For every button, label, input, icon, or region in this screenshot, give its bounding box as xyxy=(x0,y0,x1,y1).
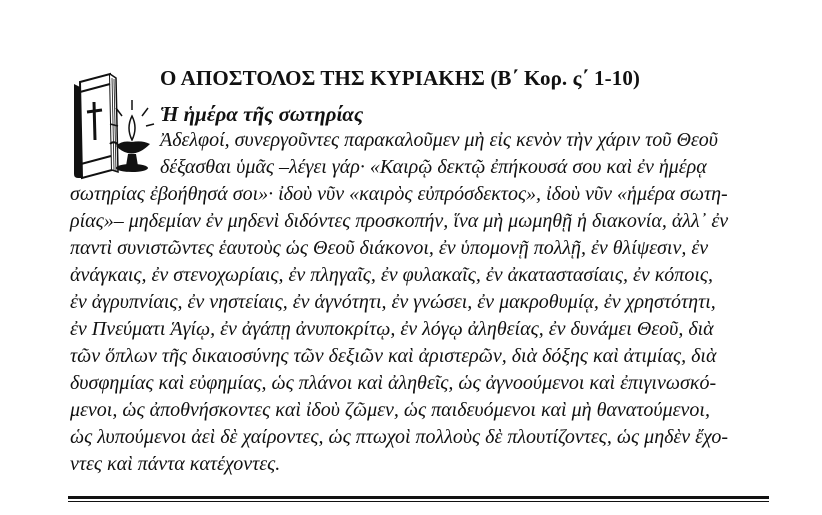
body-line: δέξασθαι ὑμᾶς –λέγει γάρ· «Καιρῷ δεκτῷ ἐπήκουσά σου καὶ ἐν ἡμέρᾳ xyxy=(160,156,707,178)
body-line: ρίας»– μηδεμίαν ἐν μηδενὶ διδόντες προσκοπήν, ἵνα μὴ μωμηθῇ ἡ διακονία, ἀλλ᾽ ἐν xyxy=(70,210,729,232)
body-line: ὡς λυπούμενοι ἀεὶ δὲ χαίροντες, ὡς πτωχοὶ πολλοὺς δὲ πλουτίζοντες, ὡς μηδὲν ἔχο- xyxy=(70,426,729,448)
bottom-rule-thick xyxy=(68,496,769,499)
bottom-rule-thin xyxy=(68,501,769,502)
reading-subheading: Ἡ ἡμέρα τῆς σωτηρίας xyxy=(160,102,364,126)
body-line: ἐν ἀγρυπνίαις, ἐν νηστείαις, ἐν ἁγνότητι, ἐν γνώσει, ἐν μακροθυμίᾳ, ἐν χρηστότητι, xyxy=(70,291,716,313)
body-line: ντες καὶ πάντα κατέχοντες. xyxy=(70,453,281,475)
body-line: Ἀδελφοί, συνεργοῦντες παρακαλοῦμεν μὴ εἰς κενὸν τὴν χάριν τοῦ Θεοῦ xyxy=(160,129,718,151)
body-line: τῶν ὅπλων τῆς δικαιοσύνης τῶν δεξιῶν καὶ ἀριστερῶν, διὰ δόξης καὶ ἀτιμίας, διὰ xyxy=(70,345,717,367)
body-line: ἀνάγκαις, ἐν στενοχωρίαις, ἐν πληγαῖς, ἐν φυλακαῖς, ἐν ἀκαταστασίαις, ἐν κόποις, xyxy=(70,264,713,286)
body-line: παντὶ συνιστῶντες ἑαυτοὺς ὡς Θεοῦ διάκονοι, ἐν ὑπομονῇ πολλῇ, ἐν θλίψεσιν, ἐν xyxy=(70,237,709,259)
reading-heading: Ο ΑΠΟΣΤΟΛΟΣ ΤΗΣ ΚΥΡΙΑΚΗΣ (Β΄ Κορ. ς΄ 1-10) xyxy=(160,66,641,90)
gospel-book-lamp-icon xyxy=(70,70,156,182)
body-line: σωτηρίας ἐβοήθησά σοι»· ἰδοὺ νῦν «καιρὸς εὐπρόσδεκτος», ἰδοὺ νῦν «ἡμέρα σωτη- xyxy=(70,183,728,205)
body-line: ἐν Πνεύματι Ἁγίῳ, ἐν ἀγάπῃ ἀνυποκρίτῳ, ἐν λόγῳ ἀληθείας, ἐν δυνάμει Θεοῦ, διὰ xyxy=(70,318,714,340)
body-line: μενοι, ὡς ἀποθνήσκοντες καὶ ἰδοὺ ζῶμεν, ὡς παιδευόμενοι καὶ μὴ θανατούμενοι, xyxy=(70,399,710,421)
body-line: δυσφημίας καὶ εὐφημίας, ὡς πλάνοι καὶ ἀληθεῖς, ὡς ἀγνοούμενοι καὶ ἐπιγινωσκό- xyxy=(70,372,717,394)
